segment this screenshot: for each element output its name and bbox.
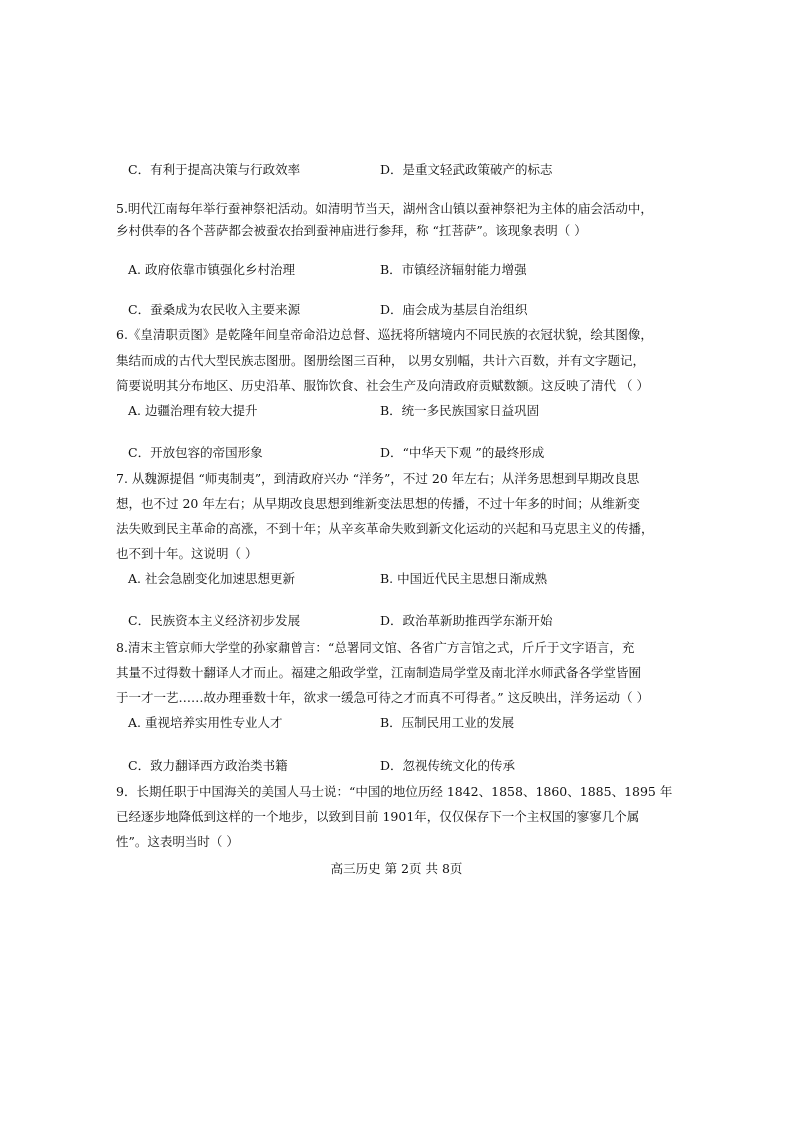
- q5-stem-line-1: 5.明代江南每年举行蚕神祭祀活动。如清明节当天，湖州含山镇以蚕神祭祀为主体的庙会活动中，: [116, 201, 653, 216]
- q8-stem-line-2: 其量不过得数十翻译人才而止。福建之船政学堂，江南制造局学堂及南北洋水师武备各学堂皆囿: [116, 665, 642, 680]
- q6-stem-line-3: 简要说明其分布地区、历史沿革、服饰饮食、社会生产及向清政府贡赋数额。这反映了清代 （ ）: [116, 378, 649, 393]
- q6-stem-line-2: 集结而成的古代大型民族志图册。图册绘图三百种， 以男女别幅，共计六百数，并有文字题记，: [116, 353, 645, 368]
- q5-option-c: C．蚕桑成为农民收入主要来源: [128, 302, 301, 317]
- q7-stem-line-3: 法失败到民主革命的高涨，不到十年；从辛亥革命失败到新文化运动的兴起和马克思主义的传播，: [116, 521, 654, 536]
- q6-stem-line-1: 6.《皇清职贡图》是乾隆年间皇帝命沿边总督、巡抚将所辖境内不同民族的衣冠状貌，绘其图像，: [116, 327, 653, 342]
- q8-stem-line-1: 8.清末主管京师大学堂的孙家鼐曾言：“总署同文馆、各省广方言馆之式，斤斤于文字语言，充: [116, 640, 635, 655]
- q7-stem-line-2: 想，也不过 20 年左右；从早期改良思想到维新变法思想的传播，不过十年多的时间；从维新变: [116, 496, 640, 511]
- q9-stem-line-3: 性”。这表明当时（ ）: [116, 834, 239, 849]
- q5-option-a: A. 政府依靠市镇强化乡村治理: [128, 262, 295, 277]
- page-footer: 高三历史 第 2页 共 8页: [330, 861, 463, 876]
- q7-option-b: B. 中国近代民主思想日渐成熟: [380, 571, 548, 586]
- q7-stem-line-1: 7. 从魏源提倡 “师夷制夷”，到清政府兴办 “洋务”，不过 20 年左右；从洋务思想到早期改良思: [116, 471, 640, 486]
- q7-option-c: C．民族资本主义经济初步发展: [128, 613, 301, 628]
- q4-option-c: C．有利于提高决策与行政效率: [128, 162, 301, 177]
- q6-option-d: D．“中华天下观 ”的最终形成: [380, 445, 545, 460]
- q5-stem-line-2: 乡村供奉的各个菩萨都会被蚕农抬到蚕神庙进行参拜，称 “扛菩萨”。该现象表明（ ）: [116, 223, 587, 238]
- q7-stem-line-4: 也不到十年。这说明（ ）: [116, 546, 258, 561]
- q5-option-d: D．庙会成为基层自治组织: [380, 302, 528, 317]
- q7-option-d: D．政治革新助推西学东渐开始: [380, 613, 553, 628]
- q8-option-c: C．致力翻译西方政治类书籍: [128, 758, 288, 773]
- q8-option-b: B．压制民用工业的发展: [380, 715, 515, 730]
- q7-option-a: A. 社会急剧变化加速思想更新: [128, 571, 295, 586]
- q4-option-d: D．是重文轻武政策破产的标志: [380, 162, 553, 177]
- q6-option-b: B．统一多民族国家日益巩固: [380, 403, 540, 418]
- q8-option-d: D．忽视传统文化的传承: [380, 758, 516, 773]
- q9-stem-line-2: 已经逐步地降低到这样的一个地步，以致到目前 1901年，仅仅保存下一个主权国的寥寥几个属: [116, 809, 640, 824]
- q8-option-a: A. 重视培养实用性专业人才: [128, 715, 283, 730]
- q6-option-c: C．开放包容的帝国形象: [128, 445, 263, 460]
- q8-stem-line-3: 于一才一艺……故办理垂数十年，欲求一缓急可待之才而真不可得者。” 这反映出，洋务运动（ ）: [116, 690, 650, 705]
- q5-option-b: B．市镇经济辐射能力增强: [380, 262, 527, 277]
- q6-option-a: A. 边疆治理有较大提升: [128, 403, 258, 418]
- q9-stem-line-1: 9．长期任职于中国海关的美国人马士说：“中国的地位历经 1842、1858、1860、1885、1895 年: [116, 784, 673, 799]
